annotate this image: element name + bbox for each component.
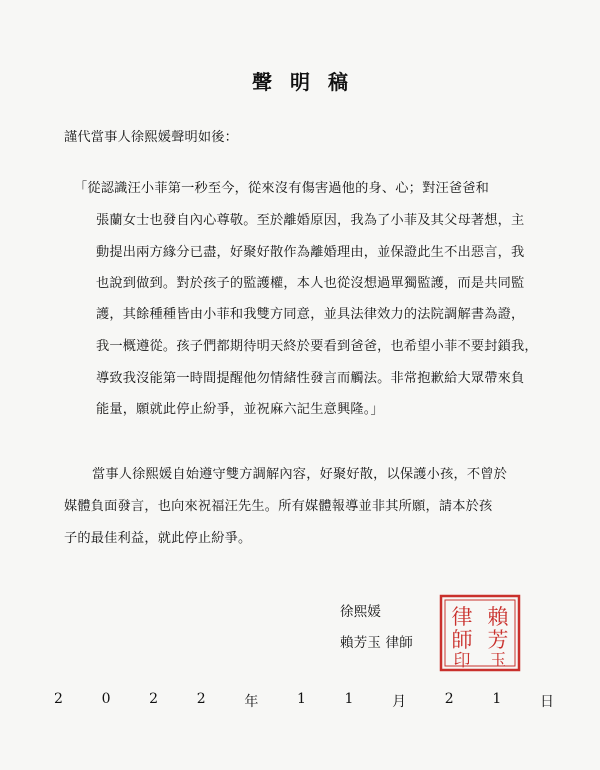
date-char: 年 bbox=[244, 694, 259, 710]
date-char: 2 bbox=[149, 691, 159, 707]
quote-line: 導致我沒能第一時間提醒他勿情緒性發言而觸法。非常抱歉給大眾帶來負 bbox=[96, 371, 525, 386]
quote-line: 「從認識汪小菲第一秒至今，從來沒有傷害過他的身、心；對汪爸爸和 bbox=[74, 181, 490, 196]
paragraph-line: 當事人徐熙媛自始遵守雙方調解內容，好聚好散，以保護小孩，不曾於 bbox=[92, 467, 508, 482]
quote-line: 也說到做到。對於孩子的監護權，本人也從沒想過單獨監護，而是共同監 bbox=[96, 276, 525, 291]
intro-line: 謹代當事人徐熙媛聲明如後： bbox=[64, 130, 239, 145]
date-line bbox=[54, 691, 554, 711]
date-char: 月 bbox=[392, 694, 407, 710]
date-char: 2 bbox=[196, 691, 206, 707]
svg-text:玉: 玉 bbox=[489, 651, 507, 671]
paragraph-line: 媒體負面發言，也向來祝福汪先生。所有媒體報導並非其所願，請本於孩 bbox=[64, 499, 493, 514]
quote-line: 護，其餘種種皆由小菲和我雙方同意，並具法律效力的法院調解書為證， bbox=[96, 307, 525, 322]
quote-line: 我一概遵從。孩子們都期待明天終於要看到爸爸，也希望小菲不要封鎖我， bbox=[96, 339, 538, 354]
svg-text:印: 印 bbox=[453, 651, 471, 671]
svg-text:師: 師 bbox=[451, 628, 473, 652]
date-char: 1 bbox=[492, 691, 502, 707]
lawyer-seal-stamp bbox=[438, 593, 522, 673]
page-title: 聲明稿 bbox=[252, 70, 366, 94]
date-char: 日 bbox=[539, 694, 554, 710]
svg-text:律: 律 bbox=[451, 605, 473, 629]
date-char: 2 bbox=[54, 691, 63, 707]
quote-line: 能量，願就此停止紛爭，並祝麻六記生意興隆。」 bbox=[96, 402, 384, 417]
paragraph-line: 子的最佳利益，就此停止紛爭。 bbox=[64, 531, 252, 546]
date-char: 1 bbox=[296, 691, 306, 707]
svg-text:賴: 賴 bbox=[487, 605, 509, 629]
svg-text:芳: 芳 bbox=[487, 628, 509, 652]
quote-line: 張蘭女士也發自內心尊敬。至於離婚原因，我為了小菲及其父母著想，主 bbox=[96, 213, 525, 228]
quote-line: 動提出兩方緣分已盡，好聚好散作為離婚理由，並保證此生不出惡言，我 bbox=[96, 245, 525, 260]
lawyer-name: 賴芳玉 律師 bbox=[340, 635, 413, 651]
date-char: 2 bbox=[444, 691, 454, 707]
date-char: 0 bbox=[101, 691, 111, 707]
date-char: 1 bbox=[344, 691, 354, 707]
signatory-name: 徐熙媛 bbox=[340, 604, 382, 620]
